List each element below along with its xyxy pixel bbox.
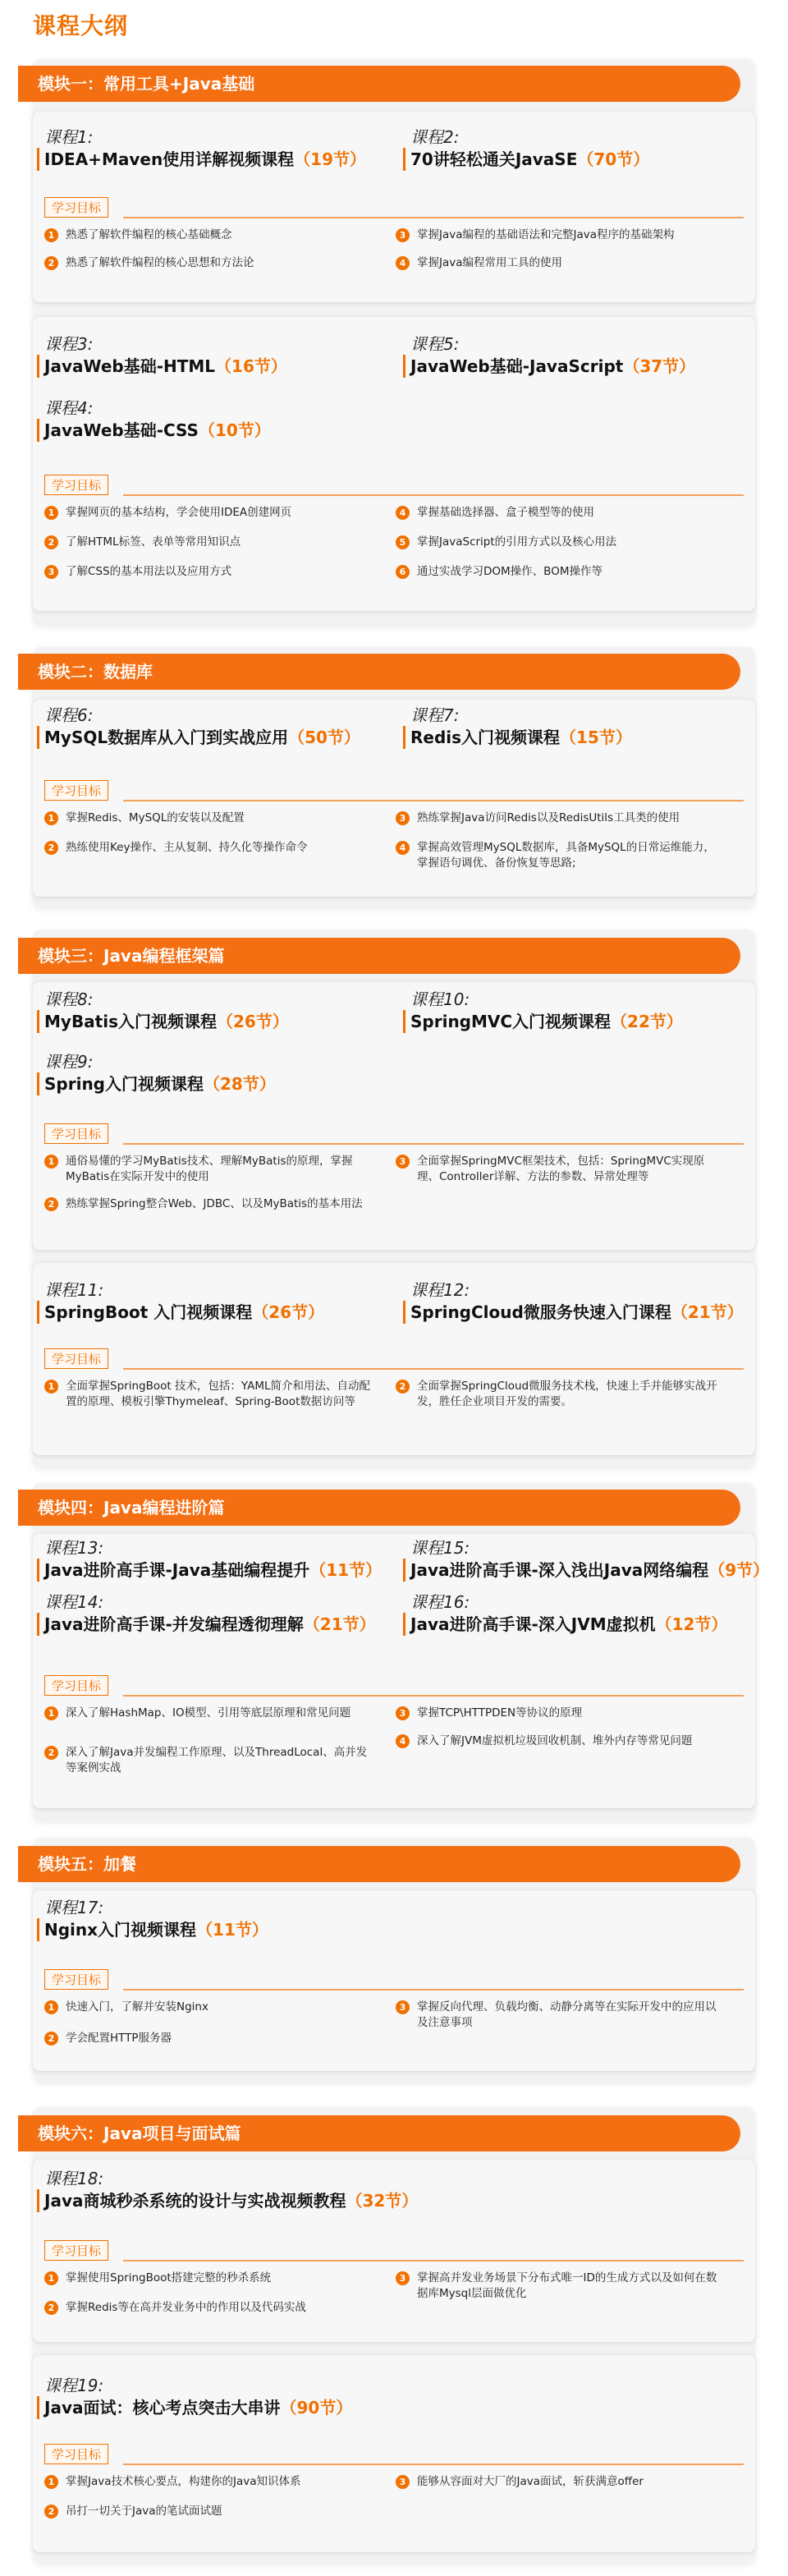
goal-item: 1 掌握Java技术核心要点，构建你的Java知识体系 [44, 2474, 373, 2490]
learning-goals [44, 1348, 744, 1408]
bullet-1-icon: 1 [44, 228, 58, 242]
goals-badge: 学习目标 [44, 1675, 108, 1696]
goal-item: 1 掌握网页的基本结构，学会使用IDEA创建网页 [44, 505, 373, 521]
module-3-header: 模块三：Java编程框架篇 [18, 938, 740, 974]
goals-badge: 学习目标 [44, 2240, 108, 2261]
module-3-card-1 [33, 982, 755, 1250]
module-2-header: 模块二：数据库 [18, 654, 740, 690]
goal-item: 2 掌握Redis等在高并发业务中的作用以及代码实战 [44, 2300, 373, 2316]
goal-item: 2 熟练使用Key操作、主从复制、持久化等操作命令 [44, 840, 373, 856]
module-3-card-2 [33, 1263, 755, 1455]
course-8: 课程8: MyBatis入门视频课程（26节） [44, 989, 289, 1033]
goal-item: 2 熟悉了解软件编程的核心思想和方法论 [44, 255, 373, 271]
bullet-2-icon: 2 [44, 1197, 58, 1211]
goal-item: 4 掌握基础选择器、盒子模型等的使用 [396, 505, 724, 521]
goal-item: 2 吊打一切关于Java的笔试面试题 [44, 2504, 373, 2519]
goals-badge: 学习目标 [44, 197, 108, 218]
bullet-4-icon: 4 [396, 506, 410, 520]
bullet-4-icon: 4 [396, 841, 410, 855]
bullet-3-icon: 3 [396, 2475, 410, 2489]
goal-item: 1 快速入门，了解并安装Nginx [44, 2000, 373, 2015]
page-title: 课程大纲 [33, 12, 129, 39]
bullet-3-icon: 3 [396, 228, 410, 242]
module-4-card-1 [33, 1534, 770, 1808]
learning-goals [44, 780, 744, 870]
bullet-2-icon: 2 [44, 535, 58, 549]
bullet-3-icon: 3 [396, 2271, 410, 2285]
learning-goals [44, 1123, 744, 1210]
goal-item: 1 掌握使用SpringBoot搭建完整的秒杀系统 [44, 2271, 373, 2286]
bullet-3-icon: 3 [396, 2000, 410, 2014]
module-5-card-1 [33, 1890, 755, 2071]
goal-item: 1 掌握Redis、MySQL的安装以及配置 [44, 810, 373, 826]
bullet-2-icon: 2 [396, 1380, 410, 1394]
course-18: 课程18: Java商城秒杀系统的设计与实战视频教程（32节） [44, 2168, 418, 2212]
learning-goals [44, 2444, 744, 2518]
bullet-1-icon: 1 [44, 1155, 58, 1169]
course-3: 课程3: JavaWeb基础-HTML（16节） [44, 333, 287, 378]
goals-badge: 学习目标 [44, 1123, 108, 1144]
bullet-2-icon: 2 [44, 2505, 58, 2519]
course-19: 课程19: Java面试：核心考点突击大串讲（90节） [44, 2375, 352, 2419]
goals-badge: 学习目标 [44, 1348, 108, 1369]
bullet-3-icon: 3 [44, 565, 58, 579]
goal-item: 5 掌握JavaScript的引用方式以及核心用法 [396, 535, 724, 550]
module-2-card-1 [33, 700, 755, 897]
course-15: 课程15: Java进阶高手课-深入浅出Java网络编程（9节） [410, 1537, 769, 1582]
course-14: 课程14: Java进阶高手课-并发编程透彻理解（21节） [44, 1591, 376, 1636]
module-6-header: 模块六：Java项目与面试篇 [18, 2115, 740, 2151]
bullet-4-icon: 4 [396, 256, 410, 270]
goals-badge: 学习目标 [44, 2444, 108, 2464]
course-12: 课程12: SpringCloud微服务快速入门课程（21节） [410, 1279, 744, 1324]
goal-item: 2 全面掌握SpringCloud微服务技术栈，快速上手并能够实战开发，胜任企业项目开发的需要。 [396, 1379, 724, 1410]
bullet-1-icon: 1 [44, 2475, 58, 2489]
course-6: 课程6: MySQL数据库从入门到实战应用（50节） [44, 705, 360, 749]
bullet-3-icon: 3 [396, 1155, 410, 1169]
goal-item: 3 掌握反向代理、负载均衡、动静分离等在实际开发中的应用以及注意事项 [396, 2000, 724, 2031]
bullet-1-icon: 1 [44, 2000, 58, 2014]
module-6-card-1 [33, 2160, 755, 2342]
learning-goals [44, 2240, 744, 2314]
course-5: 课程5: JavaWeb基础-JavaScript（37节） [410, 333, 695, 378]
goal-item: 1 熟悉了解软件编程的核心基础概念 [44, 227, 373, 243]
goals-badge: 学习目标 [44, 475, 108, 495]
goal-item: 2 了解HTML标签、表单等常用知识点 [44, 535, 373, 550]
goal-item: 2 熟练掌握Spring整合Web、JDBC、以及MyBatis的基本用法 [44, 1196, 373, 1212]
goals-badge: 学习目标 [44, 780, 108, 801]
course-7: 课程7: Redis入门视频课程（15节） [410, 705, 632, 749]
course-4: 课程4: JavaWeb基础-CSS（10节） [44, 397, 271, 442]
bullet-1-icon: 1 [44, 506, 58, 520]
goal-item: 3 能够从容面对大厂的Java面试，斩获满意offer [396, 2474, 724, 2490]
learning-goals [44, 1675, 744, 1775]
bullet-1-icon: 1 [44, 2271, 58, 2285]
goal-item: 2 学会配置HTTP服务器 [44, 2031, 373, 2046]
goal-item: 2 深入了解Java并发编程工作原理、以及ThreadLocal、高并发等案例实战 [44, 1745, 373, 1776]
course-9: 课程9: Spring入门视频课程（28节） [44, 1051, 276, 1095]
bullet-3-icon: 3 [396, 1706, 410, 1720]
goal-item: 4 深入了解JVM虚拟机垃圾回收机制、堆外内存等常见问题 [396, 1733, 724, 1749]
goal-item: 1 通俗易懂的学习MyBatis技术、理解MyBatis的原理，掌握MyBatis在实际开发中的使用 [44, 1154, 373, 1185]
course-1: 课程1: IDEA+Maven使用详解视频课程（19节） [44, 126, 366, 171]
learning-goals [44, 197, 744, 269]
goal-item: 3 全面掌握SpringMVC框架技术，包括：SpringMVC实现原理、Controller详解、方法的参数、异常处理等 [396, 1154, 724, 1185]
bullet-2-icon: 2 [44, 2301, 58, 2315]
module-1-card-1 [33, 112, 755, 302]
course-13: 课程13: Java进阶高手课-Java基础编程提升（11节） [44, 1537, 382, 1582]
bullet-2-icon: 2 [44, 841, 58, 855]
course-10: 课程10: SpringMVC入门视频课程（22节） [410, 989, 683, 1033]
bullet-1-icon: 1 [44, 1380, 58, 1394]
goal-item: 1 全面掌握SpringBoot 技术，包括：YAML简介和用法、自动配置的原理、模板引擎Thymeleaf、Spring-Boot数据访问等 [44, 1379, 373, 1410]
module-1-card-2 [33, 317, 755, 611]
goal-item: 3 了解CSS的基本用法以及应用方式 [44, 564, 373, 580]
module-5-header: 模块五：加餐 [18, 1846, 740, 1882]
bullet-1-icon: 1 [44, 1706, 58, 1720]
bullet-2-icon: 2 [44, 1746, 58, 1760]
learning-goals [44, 475, 744, 578]
goal-item: 3 掌握高并发业务场景下分布式唯一ID的生成方式以及如何在数据库Mysql层面做优化 [396, 2271, 724, 2302]
bullet-2-icon: 2 [44, 256, 58, 270]
learning-goals [44, 1969, 744, 2045]
module-1-header: 模块一：常用工具+Java基础 [18, 66, 740, 102]
bullet-6-icon: 6 [396, 565, 410, 579]
goal-item: 3 掌握Java编程的基础语法和完整Java程序的基础架构 [396, 227, 724, 243]
bullet-2-icon: 2 [44, 2032, 58, 2046]
goal-item: 4 掌握高效管理MySQL数据库，具备MySQL的日常运维能力，掌握语句调优、备份恢复等思路; [396, 840, 724, 871]
module-4-header: 模块四：Java编程进阶篇 [18, 1490, 740, 1526]
bullet-1-icon: 1 [44, 811, 58, 825]
bullet-5-icon: 5 [396, 535, 410, 549]
goal-item: 3 熟练掌握Java访问Redis以及RedisUtils工具类的使用 [396, 810, 724, 826]
course-16: 课程16: Java进阶高手课-深入JVM虚拟机（12节） [410, 1591, 727, 1636]
bullet-4-icon: 4 [396, 1734, 410, 1748]
goal-item: 3 掌握TCP\HTTPDEN等协议的原理 [396, 1706, 724, 1721]
course-2: 课程2: 70讲轻松通关JavaSE（70节） [410, 126, 649, 171]
goal-item: 1 深入了解HashMap、IO模型、引用等底层原理和常见问题 [44, 1706, 373, 1721]
course-17: 课程17: Nginx入门视频课程（11节） [44, 1897, 268, 1941]
goals-badge: 学习目标 [44, 1969, 108, 1990]
goal-item: 6 通过实战学习DOM操作、BOM操作等 [396, 564, 724, 580]
course-11: 课程11: SpringBoot 入门视频课程（26节） [44, 1279, 324, 1324]
bullet-3-icon: 3 [396, 811, 410, 825]
goal-item: 4 掌握Java编程常用工具的使用 [396, 255, 724, 271]
module-6-card-2 [33, 2355, 755, 2552]
